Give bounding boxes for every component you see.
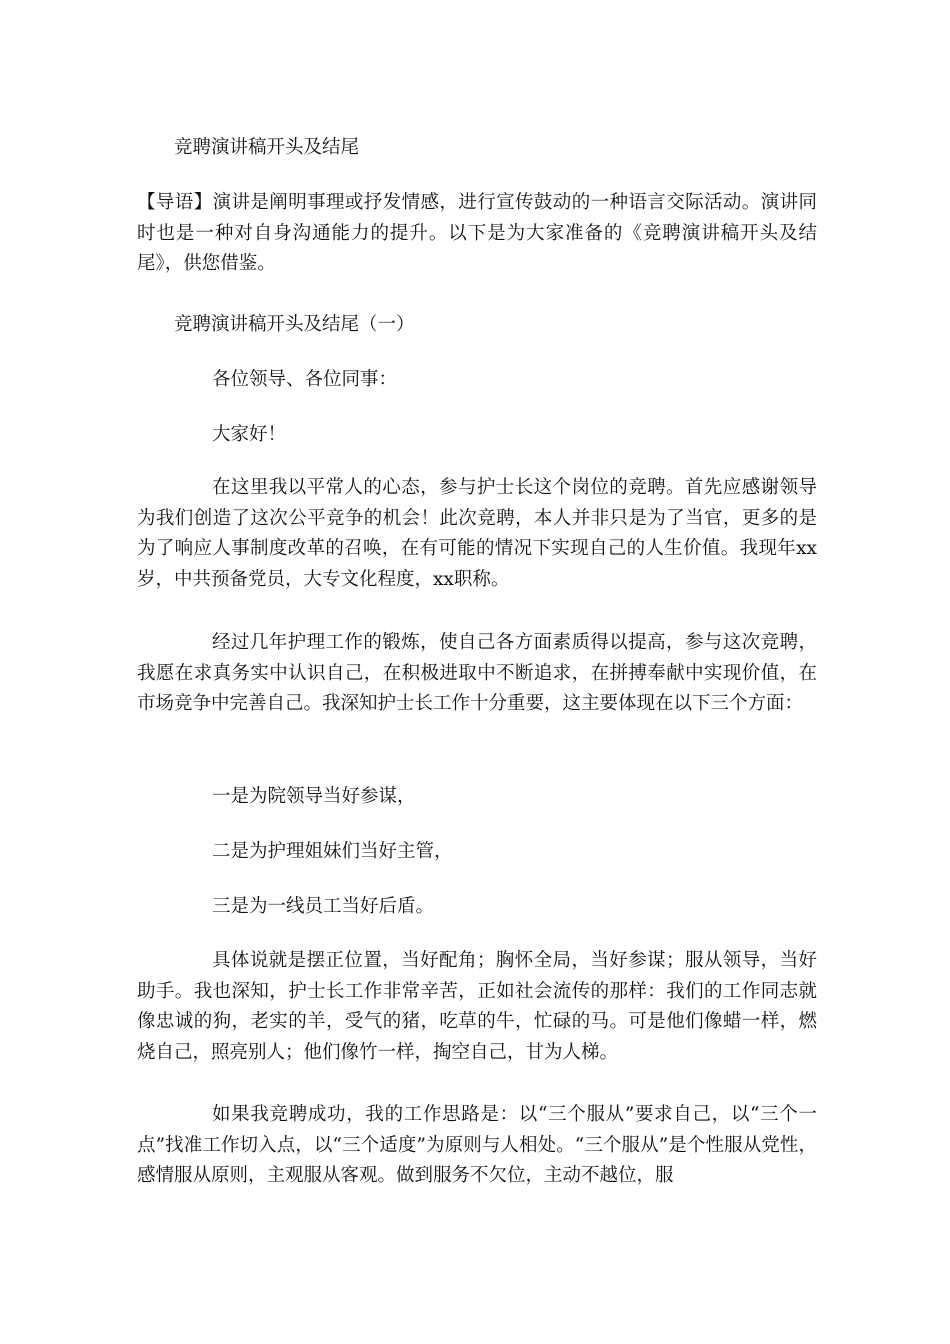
salutation: 各位领导、各位同事： (212, 369, 398, 390)
greeting: 大家好！ (212, 424, 287, 445)
list-item-1: 一是为院领导当好参谋， (212, 786, 416, 807)
list-item-2: 二是为护理姐妹们当好主管， (212, 841, 453, 862)
body-paragraph-2: 经过几年护理工作的锻炼，使自己各方面素质得以提高，参与这次竞聘，我愿在求真务实中认识自己，在积极进取中不断追求，在拼搏奉献中实现价值，在市场竞争中完善自己。我深知护士长工作十分重要，这主要体现在以下三个方面： (137, 632, 817, 714)
document-title: 竞聘演讲稿开头及结尾 (174, 137, 360, 158)
intro-paragraph: 【导语】演讲是阐明事理或抒发情感，进行宣传鼓动的一种语言交际活动。演讲同时也是一种对自身沟通能力的提升。以下是为大家准备的《竞聘演讲稿开头及结尾》，供您借鉴。 (137, 192, 817, 274)
body-paragraph-3: 具体说就是摆正位置，当好配角；胸怀全局，当好参谋；服从领导，当好助手。我也深知，护士长工作非常辛苦，正如社会流传的那样：我们的工作同志就像忠诚的狗，老实的羊，受气的猪，吃草的牛，忙碌的马。可是他们像蜡一样，燃烧自己，照亮别人；他们像竹一样，掏空自己，甘为人梯。 (137, 950, 817, 1063)
body-paragraph-4: 如果我竞聘成功，我的工作思路是：以“三个服从”要求自己，以“三个一点”找准工作切入点，以“三个适度”为原则与人相处。“三个服从”是个性服从党性，感情服从原则，主观服从客观。做到服务不欠位，主动不越位，服 (137, 1104, 817, 1186)
body-paragraph-1: 在这里我以平常人的心态，参与护士长这个岗位的竞聘。首先应感谢领导为我们创造了这次公平竞争的机会！此次竞聘，本人并非只是为了当官，更多的是为了响应人事制度改革的召唤，在有可能的情况下实现自己的人生价值。我现年xx岁，中共预备党员，大专文化程度，xx职称。 (137, 477, 817, 590)
section-title: 竞聘演讲稿开头及结尾（一） (174, 314, 415, 335)
list-item-3: 三是为一线员工当好后盾。 (212, 896, 435, 917)
